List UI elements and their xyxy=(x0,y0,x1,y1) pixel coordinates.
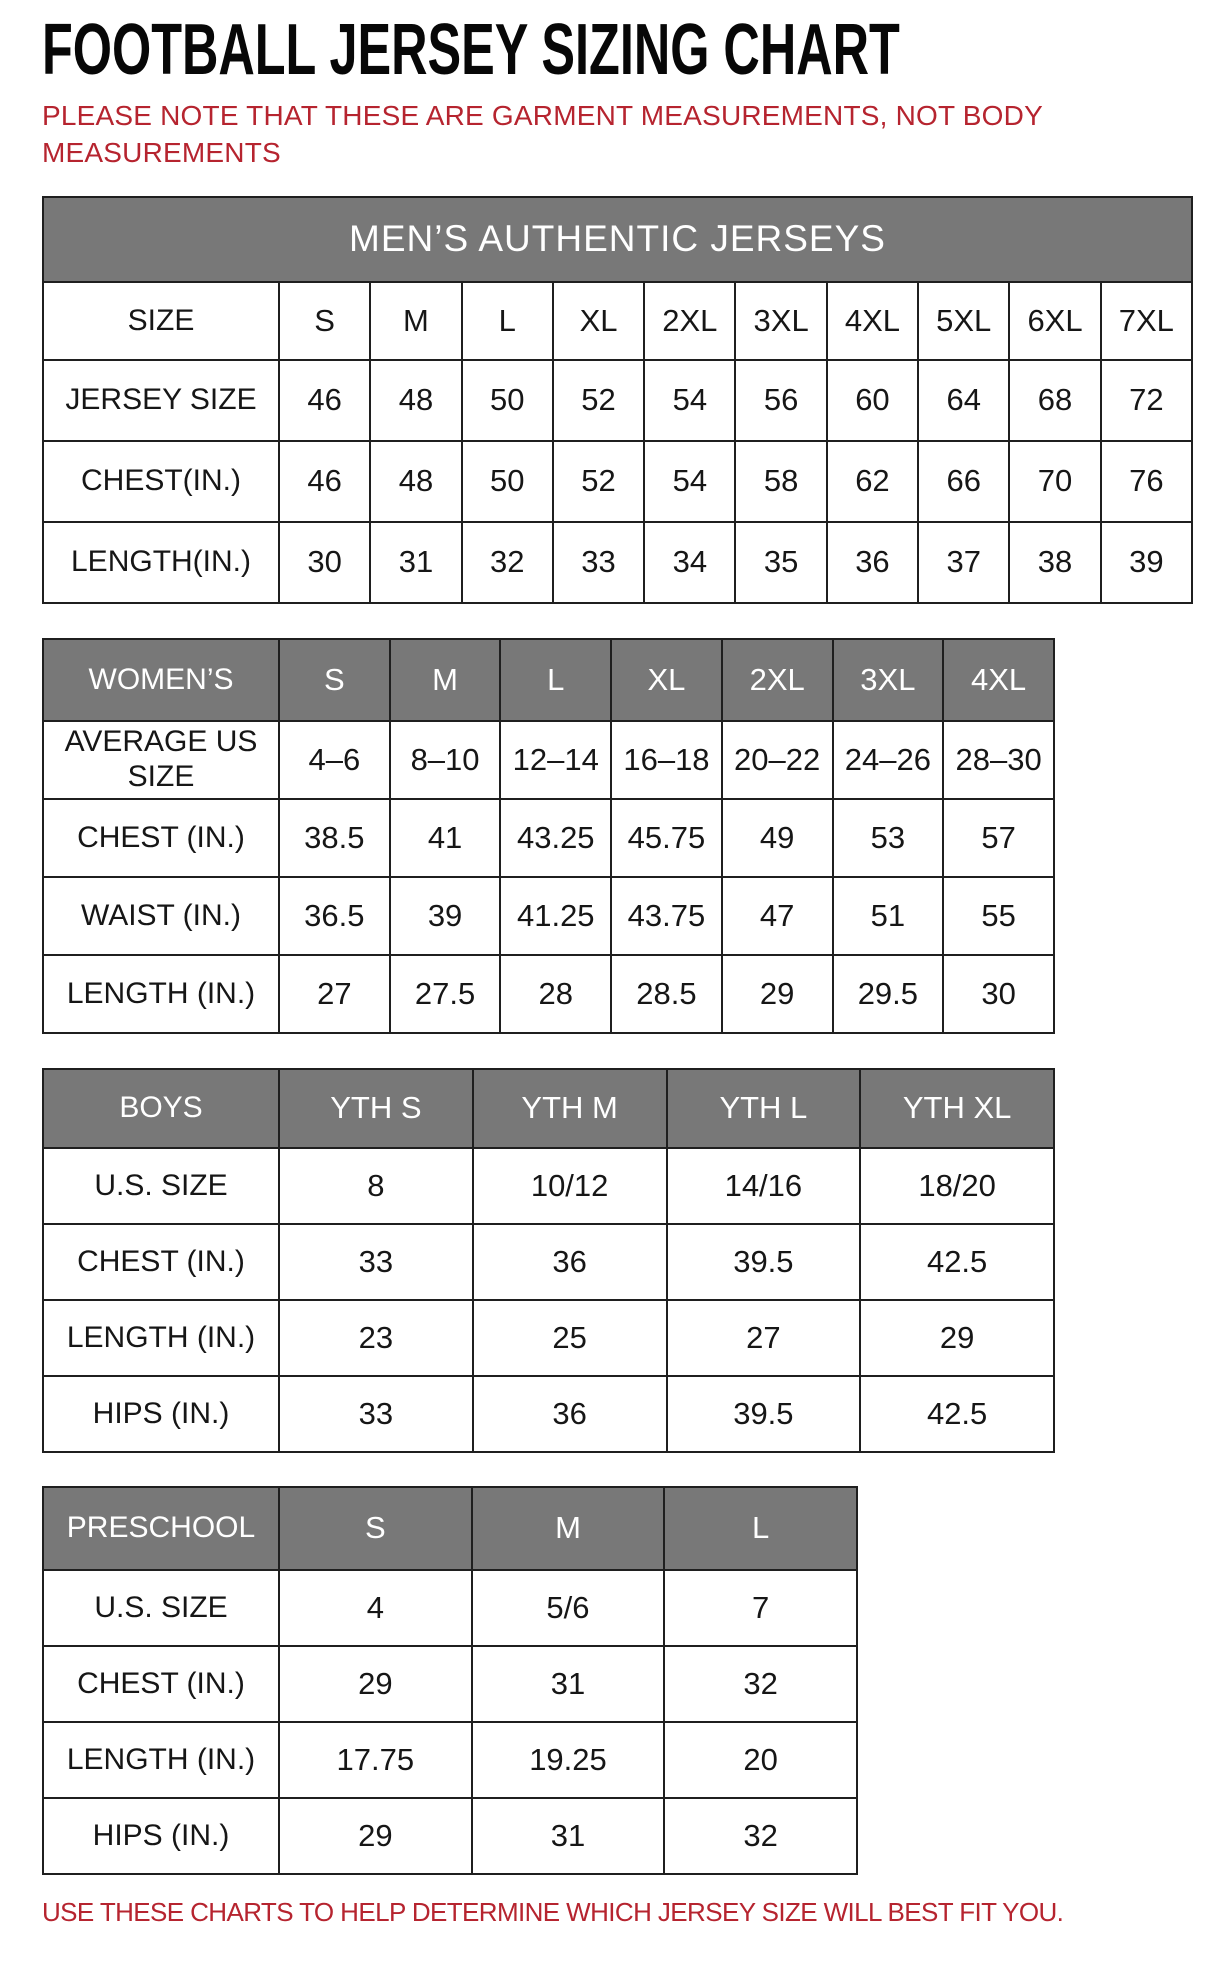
womens-value-cell: 49 xyxy=(722,799,833,877)
womens-table-row xyxy=(43,955,1054,1033)
womens-value-cell: 29.5 xyxy=(833,955,944,1033)
mens-value-cell: 76 xyxy=(1101,441,1192,522)
womens-value-cell: 28–30 xyxy=(943,721,1054,799)
mens-size-header-cell: 5XL xyxy=(918,282,1009,360)
preschool-value-cell: 31 xyxy=(472,1798,665,1874)
boys-row-label: U.S. SIZE xyxy=(43,1148,279,1224)
mens-banner: MEN’S AUTHENTIC JERSEYS xyxy=(43,197,1192,282)
mens-value-cell: 56 xyxy=(735,360,826,441)
mens-value-cell: 35 xyxy=(735,522,826,603)
mens-value-cell: 36 xyxy=(827,522,918,603)
preschool-value-cell: 20 xyxy=(664,1722,857,1798)
preschool-value-cell: 7 xyxy=(664,1570,857,1646)
womens-value-cell: 47 xyxy=(722,877,833,955)
mens-value-cell: 34 xyxy=(644,522,735,603)
preschool-table-row xyxy=(43,1722,857,1798)
boys-size-header-cell: YTH L xyxy=(667,1069,861,1148)
mens-size-header-cell: 7XL xyxy=(1101,282,1192,360)
womens-size-header-cell: 2XL xyxy=(722,639,833,721)
mens-value-cell: 72 xyxy=(1101,360,1192,441)
boys-row-label: HIPS (IN.) xyxy=(43,1376,279,1452)
boys-row-label: LENGTH (IN.) xyxy=(43,1300,279,1376)
womens-value-cell: 12–14 xyxy=(500,721,611,799)
preschool-value-cell: 5/6 xyxy=(472,1570,665,1646)
boys-value-cell: 25 xyxy=(473,1300,667,1376)
garment-measurements-note: PLEASE NOTE THAT THESE ARE GARMENT MEASUREMENTS, NOT BODY MEASUREMENTS xyxy=(42,100,1043,168)
womens-value-cell: 53 xyxy=(833,799,944,877)
preschool-size-header-cell: M xyxy=(472,1487,665,1570)
mens-size-header-cell: 4XL xyxy=(827,282,918,360)
womens-value-cell: 55 xyxy=(943,877,1054,955)
womens-table-row xyxy=(43,877,1054,955)
womens-header-label: WOMEN’S xyxy=(43,639,279,721)
mens-size-header-cell: S xyxy=(279,282,370,360)
boys-table-row xyxy=(43,1376,1054,1452)
mens-size-header-cell: 2XL xyxy=(644,282,735,360)
mens-value-cell: 48 xyxy=(370,441,461,522)
mens-row-label: LENGTH(IN.) xyxy=(43,522,279,603)
preschool-header-label: PRESCHOOL xyxy=(43,1487,279,1570)
mens-value-cell: 46 xyxy=(279,360,370,441)
womens-value-cell: 38.5 xyxy=(279,799,390,877)
mens-value-cell: 38 xyxy=(1009,522,1100,603)
boys-row-label: CHEST (IN.) xyxy=(43,1224,279,1300)
boys-value-cell: 36 xyxy=(473,1376,667,1452)
boys-sizing-table xyxy=(42,1068,1055,1453)
boys-table-row xyxy=(43,1148,1054,1224)
womens-size-header-cell: XL xyxy=(611,639,722,721)
mens-size-header-cell: 3XL xyxy=(735,282,826,360)
preschool-row-label: CHEST (IN.) xyxy=(43,1646,279,1722)
sizing-tables xyxy=(42,196,1192,1875)
womens-value-cell: 24–26 xyxy=(833,721,944,799)
preschool-row-label: LENGTH (IN.) xyxy=(43,1722,279,1798)
womens-value-cell: 29 xyxy=(722,955,833,1033)
womens-value-cell: 20–22 xyxy=(722,721,833,799)
mens-value-cell: 46 xyxy=(279,441,370,522)
boys-value-cell: 10/12 xyxy=(473,1148,667,1224)
preschool-row-label: HIPS (IN.) xyxy=(43,1798,279,1874)
mens-value-cell: 37 xyxy=(918,522,1009,603)
boys-value-cell: 8 xyxy=(279,1148,473,1224)
preschool-table-row xyxy=(43,1570,857,1646)
mens-table-row xyxy=(43,441,1192,522)
preschool-value-cell: 17.75 xyxy=(279,1722,472,1798)
boys-value-cell: 39.5 xyxy=(667,1376,861,1452)
mens-value-cell: 54 xyxy=(644,360,735,441)
mens-value-cell: 50 xyxy=(462,441,553,522)
mens-header-label: SIZE xyxy=(43,282,279,360)
womens-value-cell: 43.75 xyxy=(611,877,722,955)
boys-value-cell: 39.5 xyxy=(667,1224,861,1300)
boys-value-cell: 18/20 xyxy=(860,1148,1054,1224)
womens-row-label: LENGTH (IN.) xyxy=(43,955,279,1033)
womens-row-label: AVERAGE US SIZE xyxy=(43,721,279,799)
womens-value-cell: 27 xyxy=(279,955,390,1033)
mens-size-header-cell: XL xyxy=(553,282,644,360)
womens-value-cell: 39 xyxy=(390,877,501,955)
boys-value-cell: 27 xyxy=(667,1300,861,1376)
mens-value-cell: 32 xyxy=(462,522,553,603)
womens-value-cell: 16–18 xyxy=(611,721,722,799)
boys-value-cell: 14/16 xyxy=(667,1148,861,1224)
mens-size-header-cell: L xyxy=(462,282,553,360)
womens-sizing-table xyxy=(42,638,1055,1034)
preschool-value-cell: 29 xyxy=(279,1798,472,1874)
mens-value-cell: 31 xyxy=(370,522,461,603)
mens-value-cell: 64 xyxy=(918,360,1009,441)
mens-size-header-cell: 6XL xyxy=(1009,282,1100,360)
preschool-value-cell: 32 xyxy=(664,1646,857,1722)
mens-value-cell: 33 xyxy=(553,522,644,603)
womens-row-label: CHEST (IN.) xyxy=(43,799,279,877)
mens-value-cell: 52 xyxy=(553,441,644,522)
womens-value-cell: 28 xyxy=(500,955,611,1033)
preschool-value-cell: 4 xyxy=(279,1570,472,1646)
mens-value-cell: 50 xyxy=(462,360,553,441)
womens-value-cell: 30 xyxy=(943,955,1054,1033)
mens-value-cell: 48 xyxy=(370,360,461,441)
boys-value-cell: 23 xyxy=(279,1300,473,1376)
boys-value-cell: 29 xyxy=(860,1300,1054,1376)
womens-size-header-cell: 3XL xyxy=(833,639,944,721)
boys-header-label: BOYS xyxy=(43,1069,279,1148)
womens-size-header-cell: M xyxy=(390,639,501,721)
sizing-chart-page xyxy=(42,10,1192,1928)
mens-value-cell: 60 xyxy=(827,360,918,441)
preschool-sizing-table xyxy=(42,1486,858,1875)
preschool-value-cell: 29 xyxy=(279,1646,472,1722)
mens-size-header-cell: M xyxy=(370,282,461,360)
boys-value-cell: 42.5 xyxy=(860,1376,1054,1452)
preschool-value-cell: 31 xyxy=(472,1646,665,1722)
womens-value-cell: 28.5 xyxy=(611,955,722,1033)
womens-size-header-cell: L xyxy=(500,639,611,721)
mens-value-cell: 39 xyxy=(1101,522,1192,603)
boys-value-cell: 33 xyxy=(279,1376,473,1452)
womens-row-label: WAIST (IN.) xyxy=(43,877,279,955)
womens-value-cell: 57 xyxy=(943,799,1054,877)
mens-sizing-table xyxy=(42,196,1193,604)
womens-value-cell: 41.25 xyxy=(500,877,611,955)
womens-value-cell: 41 xyxy=(390,799,501,877)
boys-size-header-cell: YTH S xyxy=(279,1069,473,1148)
mens-value-cell: 62 xyxy=(827,441,918,522)
boys-size-header-cell: YTH XL xyxy=(860,1069,1054,1148)
mens-value-cell: 54 xyxy=(644,441,735,522)
womens-table-row xyxy=(43,721,1054,799)
mens-value-cell: 58 xyxy=(735,441,826,522)
mens-table-row xyxy=(43,360,1192,441)
preschool-value-cell: 19.25 xyxy=(472,1722,665,1798)
mens-table-row xyxy=(43,522,1192,603)
preschool-table-row xyxy=(43,1798,857,1874)
boys-value-cell: 36 xyxy=(473,1224,667,1300)
womens-value-cell: 4–6 xyxy=(279,721,390,799)
page-title: FOOTBALL JERSEY SIZING CHART xyxy=(42,10,900,90)
womens-value-cell: 27.5 xyxy=(390,955,501,1033)
womens-value-cell: 8–10 xyxy=(390,721,501,799)
mens-value-cell: 30 xyxy=(279,522,370,603)
preschool-row-label: U.S. SIZE xyxy=(43,1570,279,1646)
mens-row-label: JERSEY SIZE xyxy=(43,360,279,441)
boys-table-row xyxy=(43,1224,1054,1300)
womens-value-cell: 43.25 xyxy=(500,799,611,877)
mens-value-cell: 70 xyxy=(1009,441,1100,522)
mens-value-cell: 52 xyxy=(553,360,644,441)
womens-value-cell: 45.75 xyxy=(611,799,722,877)
preschool-size-header-cell: L xyxy=(664,1487,857,1570)
boys-value-cell: 33 xyxy=(279,1224,473,1300)
womens-size-header-cell: 4XL xyxy=(943,639,1054,721)
mens-row-label: CHEST(IN.) xyxy=(43,441,279,522)
womens-size-header-cell: S xyxy=(279,639,390,721)
boys-value-cell: 42.5 xyxy=(860,1224,1054,1300)
mens-value-cell: 66 xyxy=(918,441,1009,522)
preschool-table-row xyxy=(43,1646,857,1722)
womens-value-cell: 51 xyxy=(833,877,944,955)
womens-table-row xyxy=(43,799,1054,877)
womens-value-cell: 36.5 xyxy=(279,877,390,955)
preschool-size-header-cell: S xyxy=(279,1487,472,1570)
mens-value-cell: 68 xyxy=(1009,360,1100,441)
footer-note: USE THESE CHARTS TO HELP DETERMINE WHICH JERSEY SIZE WILL BEST FIT YOU. xyxy=(42,1896,1064,1927)
boys-size-header-cell: YTH M xyxy=(473,1069,667,1148)
boys-table-row xyxy=(43,1300,1054,1376)
preschool-value-cell: 32 xyxy=(664,1798,857,1874)
